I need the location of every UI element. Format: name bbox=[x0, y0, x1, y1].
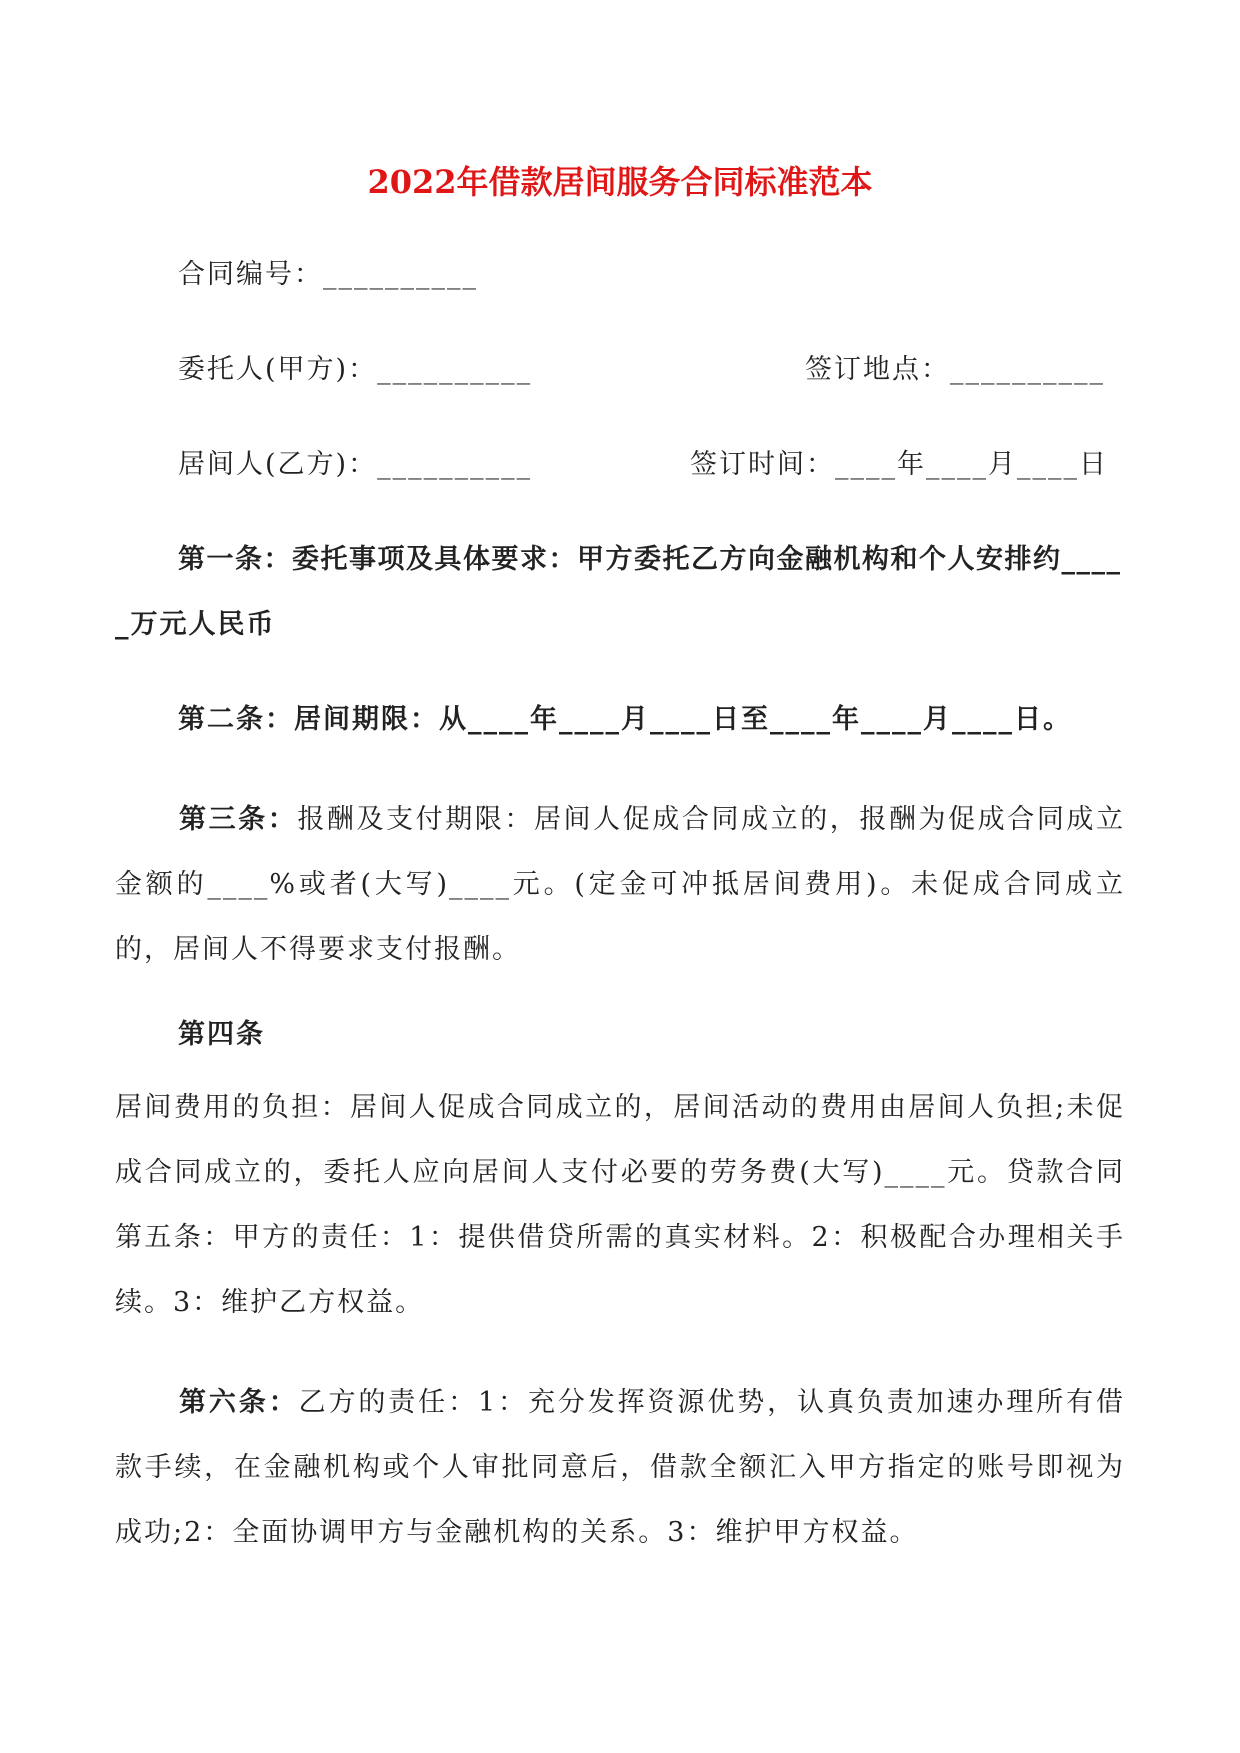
article-2: 第二条：居间期限：从____年____月____日至____年____月____日。 bbox=[178, 704, 1072, 735]
article-3 bbox=[115, 787, 1125, 982]
client-party-a-field: 委托人(甲方)：__________ bbox=[178, 354, 533, 385]
article-6-label: 第六条： bbox=[179, 1387, 299, 1418]
intermediary-party-b-field: 居间人(乙方)：__________ bbox=[178, 449, 533, 480]
sign-time-field: 签订时间：____年____月____日 bbox=[690, 449, 1108, 480]
article-4-text: 居间费用的负担：居间人促成合同成立的，居间活动的费用由居间人负担;未促成合同成立的，委托人应向居间人支付必要的劳务费(大写)____元。贷款合同第五条：甲方的责任：1：提供借贷所需的真实材料。2：积极配合办理相关手续。3：维护乙方权益。 bbox=[115, 1092, 1125, 1318]
page-title: 2022年借款居间服务合同标准范本 bbox=[367, 163, 873, 201]
article-6-text: 乙方的责任：1：充分发挥资源优势，认真负责加速办理所有借款手续，在金融机构或个人审批同意后，借款全额汇入甲方指定的账号即视为成功;2：全面协调甲方与金融机构的关系。3：维护甲方权益。 bbox=[115, 1387, 1125, 1548]
contract-number-field: 合同编号：__________ bbox=[178, 259, 478, 290]
sign-place-field: 签订地点：__________ bbox=[805, 354, 1105, 385]
article-3-text: 报酬及支付期限：居间人促成合同成立的，报酬为促成合同成立金额的____%或者(大写)____元。(定金可冲抵居间费用)。未促成合同成立的，居间人不得要求支付报酬。 bbox=[115, 804, 1126, 965]
article-1-line-1: 第一条：委托事项及具体要求：甲方委托乙方向金融机构和个人安排约____ bbox=[178, 544, 1122, 575]
article-1-line-2: _万元人民币 bbox=[115, 609, 276, 640]
article-4-label: 第四条 bbox=[178, 1019, 265, 1050]
article-3-label: 第三条： bbox=[179, 804, 298, 835]
article-6 bbox=[115, 1370, 1125, 1565]
